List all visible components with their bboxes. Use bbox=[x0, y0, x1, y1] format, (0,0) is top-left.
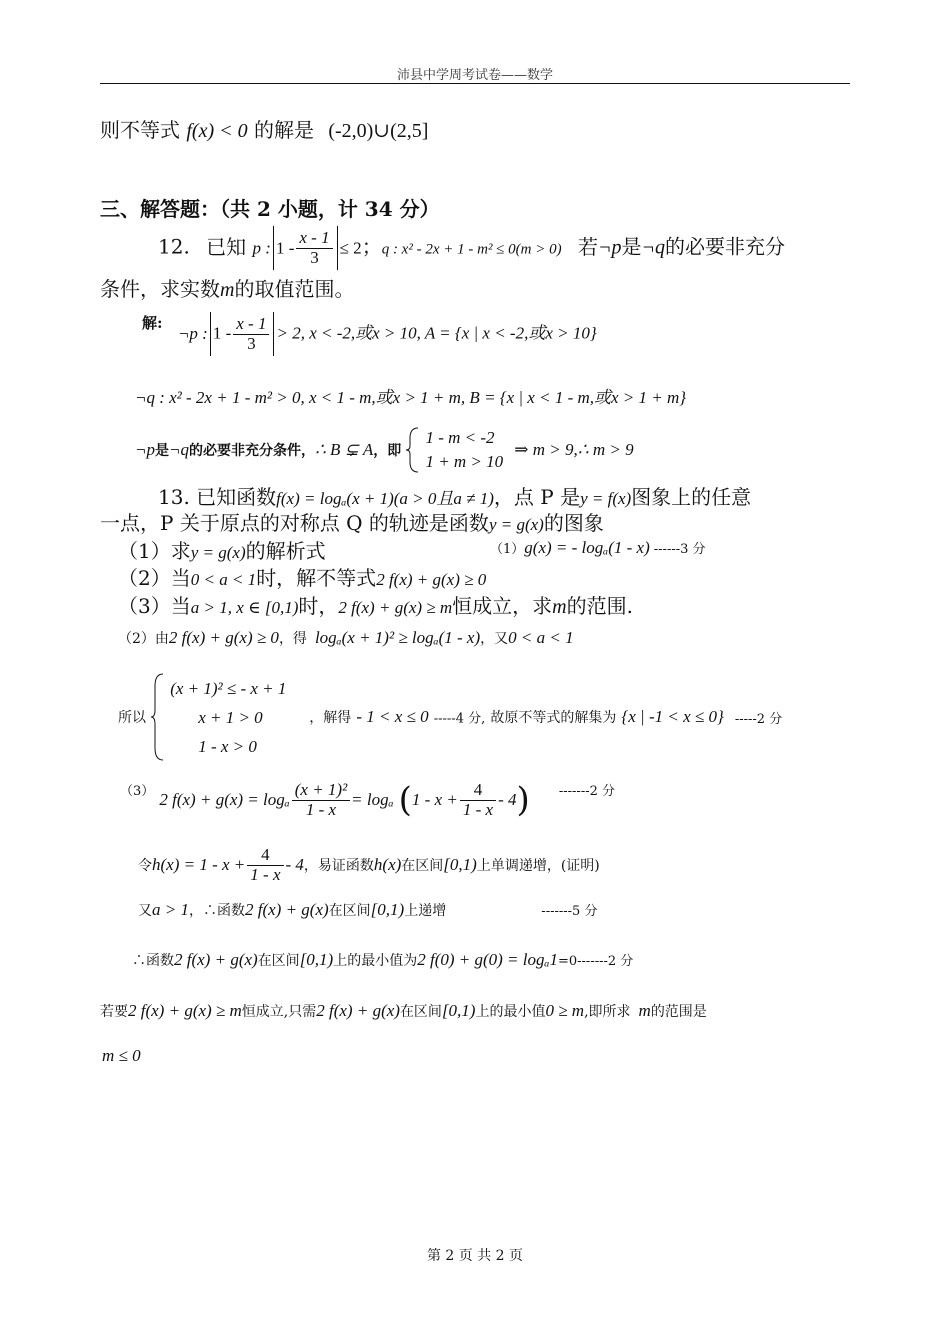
solution-13-system: 所以 (x + 1)² ≤ - x + 1 x + 1 > 0 1 - x > 0 ，解得 - 1 < x ≤ 0 -----4 分, 故原不等式的解集为 {x | -1 < x ≤ 0} -----2 分 bbox=[118, 672, 782, 762]
solution-12-np: 解: ¬p : 1 - $\frac{x - 1}{3}$ > 2, x < -2,或x > 10, A = {x | x < -2,或x > 10} bbox=[142, 312, 597, 356]
header-rule bbox=[100, 83, 850, 84]
question-13-part2: （2）当0 < a < 1时，解不等式2 f(x) + g(x) ≥ 0 bbox=[118, 566, 487, 590]
section-title: 三、解答题：（共 2 小题，计 34 分） bbox=[100, 197, 440, 221]
answer-line: 则不等式 f(x) < 0 的解是 (-2,0)∪(2,5] bbox=[100, 118, 429, 142]
question-13-line2: 一点，P 关于原点的对称点 Q 的轨迹是函数y = g(x)的图象 bbox=[100, 511, 604, 535]
solution-13-h: 令h(x) = 1 - x + $\frac{4}{1 - x}$ - 4，易证函数h(x)在区间[0,1)上单调递增，(证明) bbox=[138, 845, 600, 884]
solution-13-part3: $^{(3)}$ 2 f(x) + g(x) = logₐ $\frac{\text{(x + 1)²}}{1 - x}$ = logₐ (1 - x + $\frac{4}{1 - x}$ - 4) $^{-------2 分}$ bbox=[120, 779, 616, 820]
solution-12-conclusion: ¬p是¬q的必要非充分条件，∴ B ⊊ A，即 1 - m < -2 1 + m > 10 ⇒ m > 9,∴ m > 9 bbox=[135, 426, 634, 474]
left-brace bbox=[151, 672, 165, 762]
solution-13-increasing: 又a > 1，∴函数2 f(x) + g(x)在区间[0,1)上递增 -------5 分 bbox=[138, 900, 598, 919]
solution-13-range: 若要2 f(x) + g(x) ≥ m恒成立,只需2 f(x) + g(x)在区间[0,1)上的最小值0 ≥ m,即所求 m的范围是 bbox=[100, 1001, 707, 1020]
solution-13-part2: （2）由2 f(x) + g(x) ≥ 0，得 logₐ(x + 1)² ≥ logₐ(1 - x)，又0 < a < 1 bbox=[118, 628, 574, 647]
page-footer: 第 2 页 共 2 页 bbox=[426, 1248, 524, 1264]
question-12-line2: 条件，求实数m的取值范围。 bbox=[100, 277, 355, 301]
solution-13-minimum: ∴函数2 f(x) + g(x)在区间[0,1)上的最小值为2 f(0) + g(0) = logₐ1=0-------2 分 bbox=[132, 950, 634, 969]
solution-12-nq: ¬q : x² - 2x + 1 - m² > 0, x < 1 - m,或x > 1 + m, B = {x | x < 1 - m,或x > 1 + m} bbox=[135, 388, 687, 407]
question-12: 12. 已知 p : 1 - $\frac{x - 1}{3}$ ≤ 2；q : x² - 2x + 1 - m² ≤ 0(m > 0) 若¬p是¬q的必要非充分 bbox=[158, 226, 785, 270]
page-header: 沛县中学周考试卷——数学 bbox=[396, 68, 553, 83]
left-brace bbox=[406, 426, 420, 474]
question-13-line1: 13. 已知函数f(x) = logₐ(x + 1)(a > 0且a ≠ 1)，点 P 是y = f(x)图象上的任意 bbox=[158, 485, 752, 509]
question-13-part1: （1）求y = g(x)的解析式 bbox=[118, 539, 326, 563]
final-answer: m ≤ 0 bbox=[102, 1046, 141, 1065]
answer-13-part1: （1）g(x) = - logₐ(1 - x) ------3 分 bbox=[490, 538, 706, 557]
question-13-part3: （3）当a > 1, x ∈ [0,1)时，2 f(x) + g(x) ≥ m恒成立，求m的范围. bbox=[118, 594, 633, 618]
